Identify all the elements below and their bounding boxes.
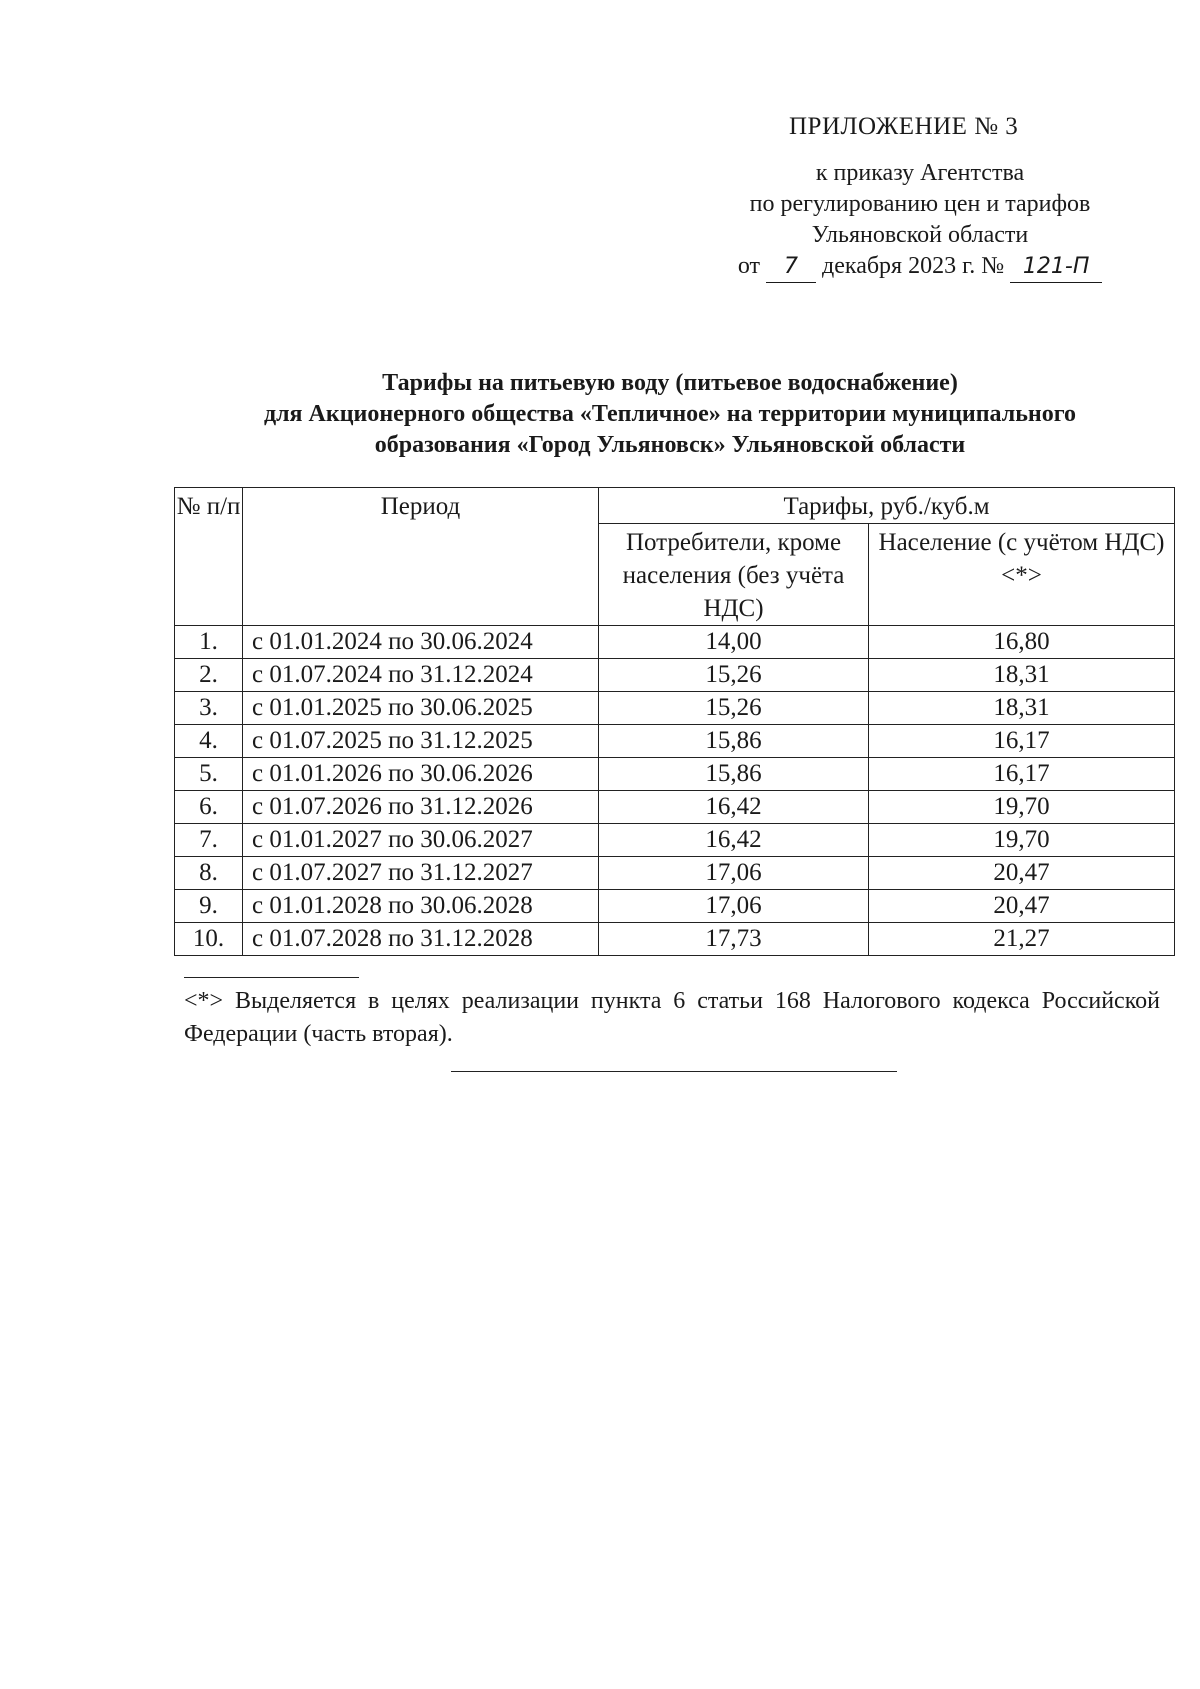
cell-num: 6.	[175, 791, 243, 824]
document-title	[160, 368, 1180, 461]
cell-period: с 01.07.2024 по 31.12.2024	[243, 659, 599, 692]
header-population: Население (с учётом НДС)<*>	[869, 524, 1175, 626]
tariff-table	[174, 487, 1175, 956]
cell-num: 8.	[175, 857, 243, 890]
footnote: <*> Выделяется в целях реализации пункта 6 статьи 168 Налогового кодекса Российской Федерации (часть вторая).	[184, 988, 1160, 1047]
cell-period: с 01.01.2027 по 30.06.2027	[243, 824, 599, 857]
cell-period: с 01.07.2025 по 31.12.2025	[243, 725, 599, 758]
table-row	[175, 824, 1175, 857]
annex-title: ПРИЛОЖЕНИЕ № 3	[789, 113, 1019, 140]
cell-population: 16,80	[869, 626, 1175, 659]
header-consumers: Потребители, кроме населения (без учёта НДС)	[599, 524, 869, 626]
cell-consumers: 17,06	[599, 857, 869, 890]
footnote-divider	[184, 977, 359, 978]
cell-consumers: 17,73	[599, 923, 869, 956]
table-row	[175, 923, 1175, 956]
title-line-2: для Акционерного общества «Тепличное» на территории муниципального	[263, 401, 1077, 427]
table-row	[175, 692, 1175, 725]
cell-num: 9.	[175, 890, 243, 923]
cell-population: 19,70	[869, 824, 1175, 857]
cell-population: 21,27	[869, 923, 1175, 956]
title-line-3: образования «Город Ульяновск» Ульяновской области	[374, 432, 966, 458]
cell-population: 18,31	[869, 659, 1175, 692]
cell-num: 5.	[175, 758, 243, 791]
cell-consumers: 15,26	[599, 692, 869, 725]
table-row	[175, 659, 1175, 692]
cell-population: 19,70	[869, 791, 1175, 824]
cell-consumers: 15,26	[599, 659, 869, 692]
cell-period: с 01.01.2024 по 30.06.2024	[243, 626, 599, 659]
table-row	[175, 626, 1175, 659]
cell-consumers: 15,86	[599, 725, 869, 758]
table-row	[175, 857, 1175, 890]
annex-reference	[700, 158, 1140, 283]
annex-line-1: к приказу Агентства	[815, 160, 1025, 186]
table-body	[175, 626, 1175, 956]
cell-period: с 01.07.2027 по 31.12.2027	[243, 857, 599, 890]
cell-consumers: 15,86	[599, 758, 869, 791]
cell-num: 2.	[175, 659, 243, 692]
cell-period: с 01.07.2028 по 31.12.2028	[243, 923, 599, 956]
header-num: № п/п	[175, 488, 243, 626]
cell-population: 16,17	[869, 758, 1175, 791]
title-line-1: Тарифы на питьевую воду (питьевое водоснабжение)	[382, 370, 958, 396]
table-row	[175, 725, 1175, 758]
table-row	[175, 890, 1175, 923]
table-header-row	[175, 488, 1175, 524]
cell-consumers: 16,42	[599, 824, 869, 857]
annex-date-line	[700, 251, 1140, 283]
cell-population: 20,47	[869, 890, 1175, 923]
cell-population: 16,17	[869, 725, 1175, 758]
cell-period: с 01.01.2028 по 30.06.2028	[243, 890, 599, 923]
annex-line-3: Ульяновской области	[811, 222, 1029, 248]
cell-period: с 01.01.2026 по 30.06.2026	[243, 758, 599, 791]
cell-num: 4.	[175, 725, 243, 758]
table-row	[175, 758, 1175, 791]
date-prefix: от	[737, 253, 761, 279]
cell-population: 18,31	[869, 692, 1175, 725]
header-period: Период	[243, 488, 599, 626]
table-row	[175, 791, 1175, 824]
handwritten-day: 7	[766, 251, 816, 283]
date-rest: декабря 2023 г. №	[822, 253, 1005, 279]
cell-period: с 01.01.2025 по 30.06.2025	[243, 692, 599, 725]
annex-line-2: по регулированию цен и тарифов	[749, 191, 1091, 217]
handwritten-order-number: 121-П	[1010, 251, 1102, 283]
cell-population: 20,47	[869, 857, 1175, 890]
cell-period: с 01.07.2026 по 31.12.2026	[243, 791, 599, 824]
cell-consumers: 16,42	[599, 791, 869, 824]
cell-num: 7.	[175, 824, 243, 857]
cell-consumers: 17,06	[599, 890, 869, 923]
header-tariffs: Тарифы, руб./куб.м	[599, 488, 1175, 524]
end-divider	[451, 1071, 897, 1072]
cell-num: 3.	[175, 692, 243, 725]
cell-consumers: 14,00	[599, 626, 869, 659]
cell-num: 1.	[175, 626, 243, 659]
cell-num: 10.	[175, 923, 243, 956]
